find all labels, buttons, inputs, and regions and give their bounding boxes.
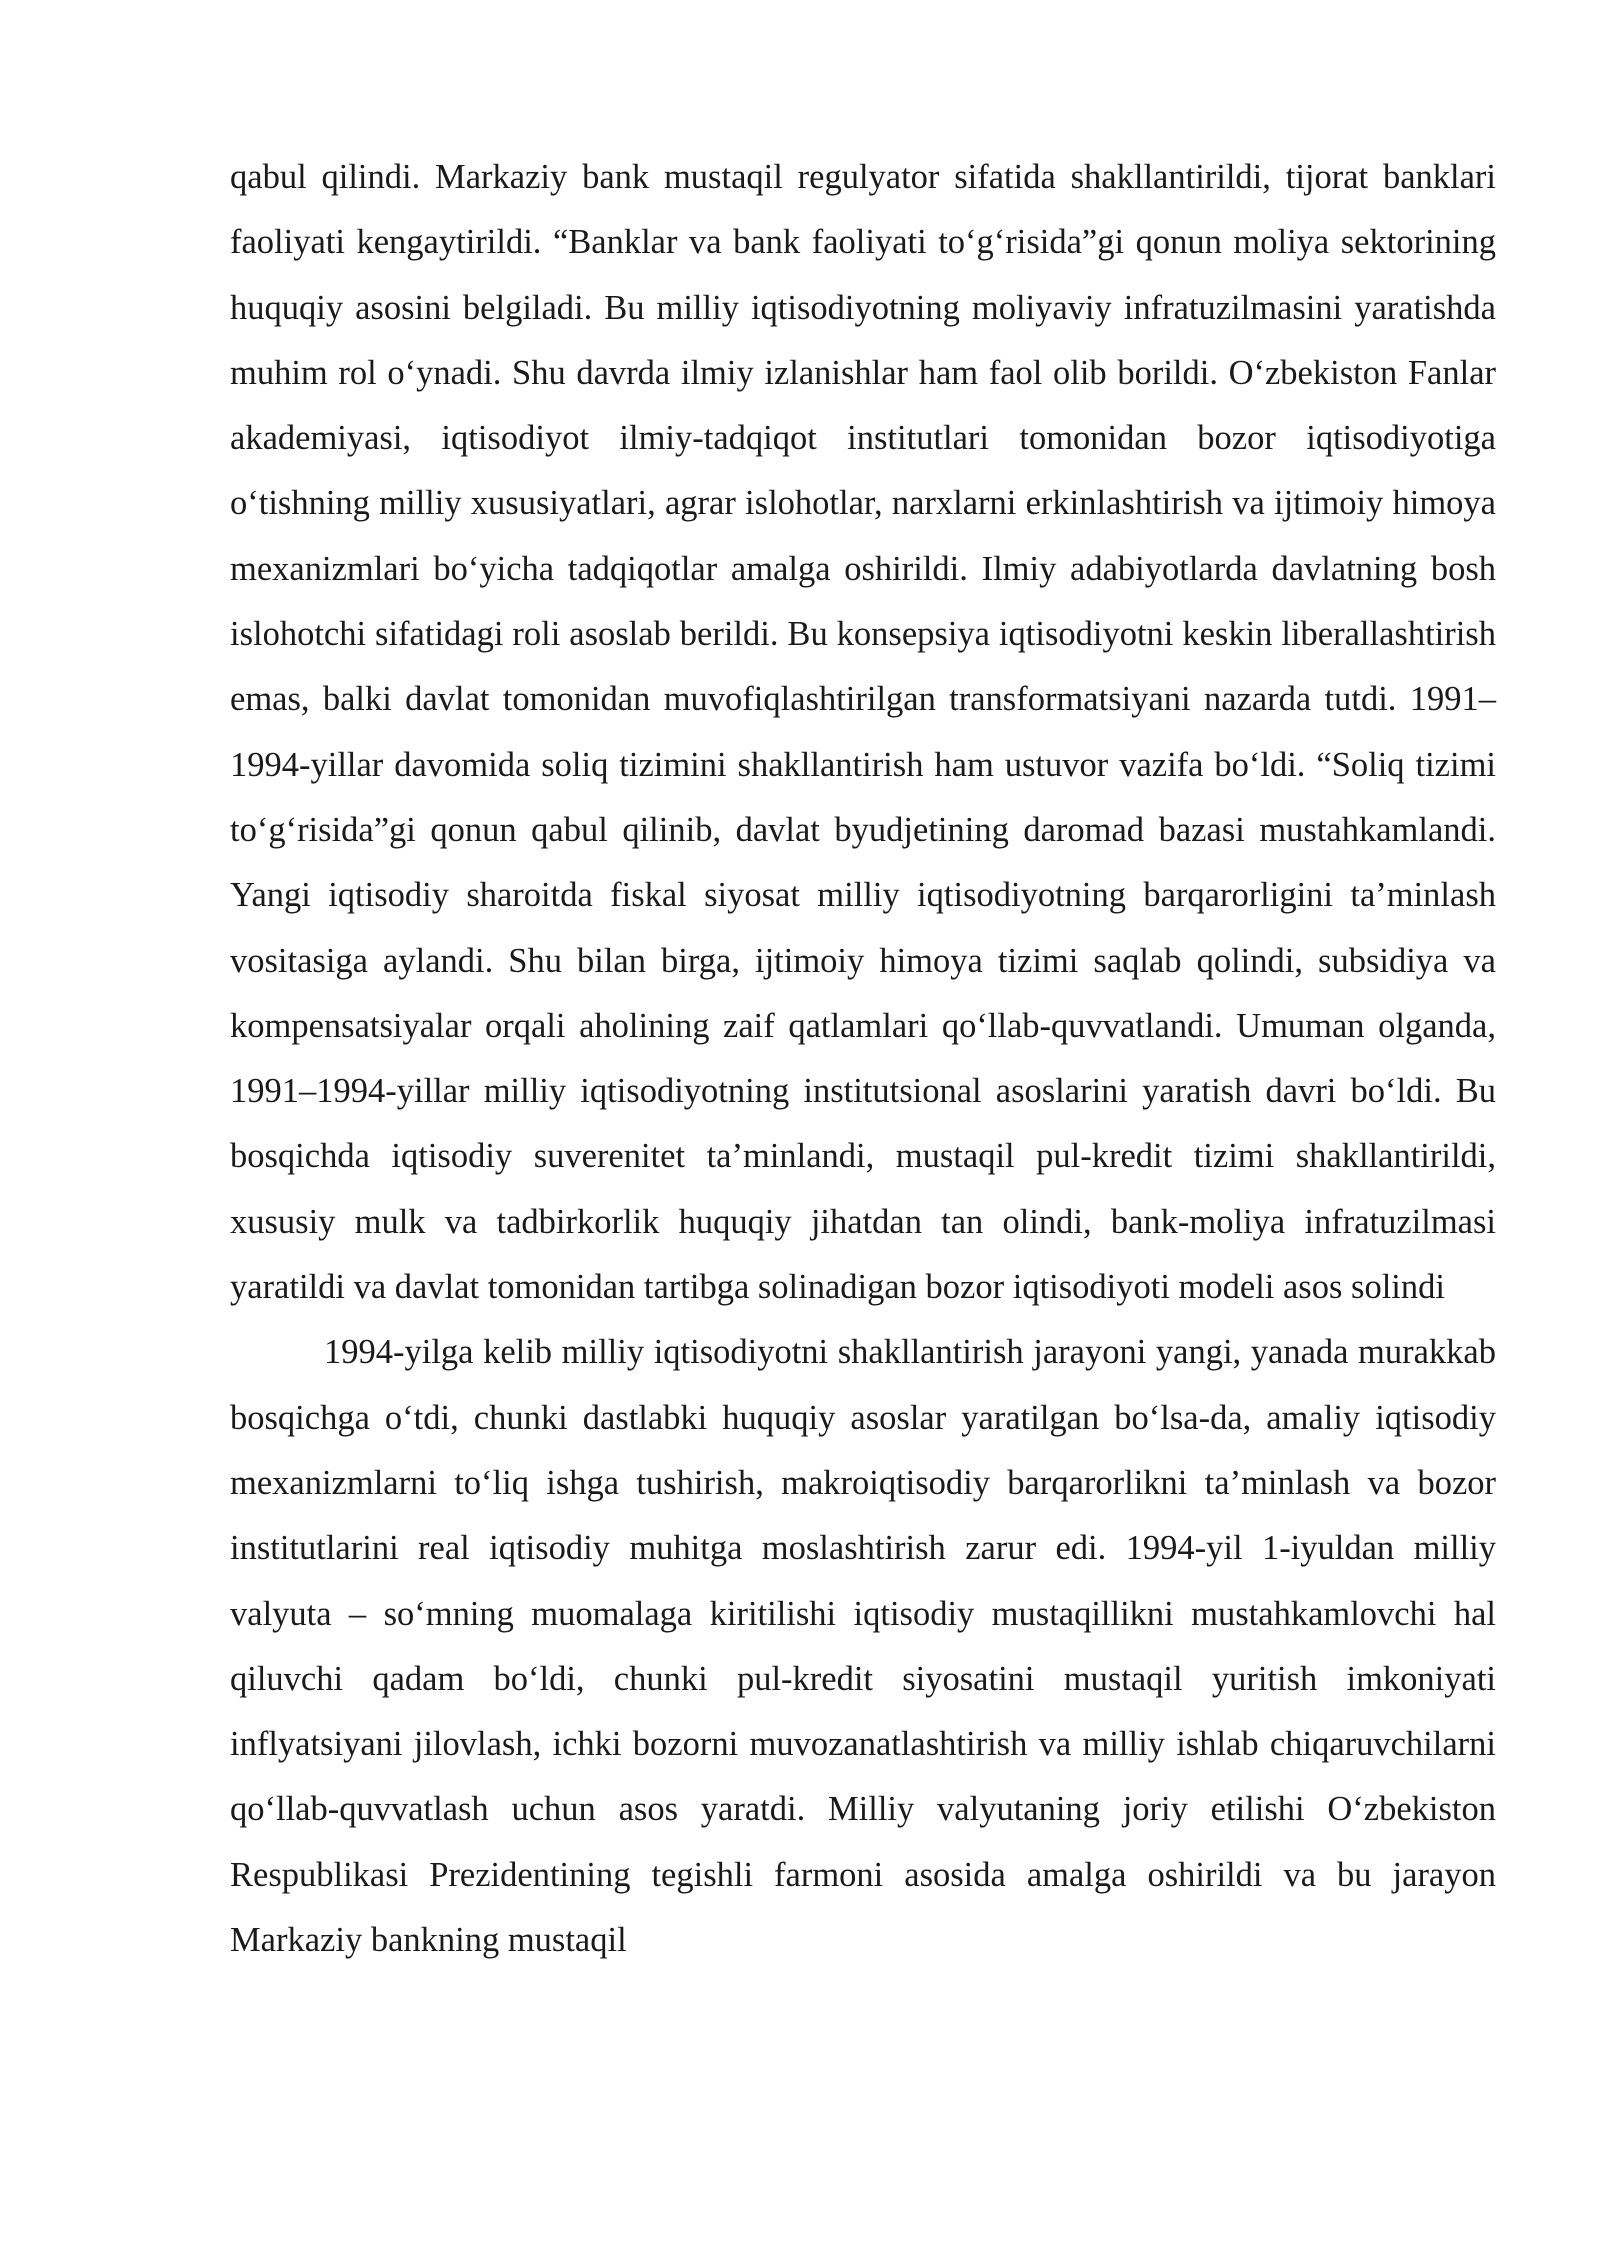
- paragraph-continuation: qabul qilindi. Markaziy bank mustaqil regulyator sifatida shakllantirildi, tijorat banklari faoliyati kengaytirildi. “Banklar va bank faoliyati to‘g‘risida”gi qonun moliya sektorining huquqiy asosini belgiladi. Bu milliy iqtisodiyotning moliyaviy infratuzilmasini yaratishda muhim rol o‘ynadi. Shu davrda ilmiy izlanishlar ham faol olib borildi. O‘zbekiston Fanlar akademiyasi, iqtisodiyot ilmiy-tadqiqot institutlari tomonidan bozor iqtisodiyotiga o‘tishning milliy xususiyatlari, agrar islohotlar, narxlarni erkinlashtirish va ijtimoiy himoya mexanizmlari bo‘yicha tadqiqotlar amalga oshirildi. Ilmiy adabiyotlarda davlatning bosh islohotchi sifatidagi roli asoslab berildi. Bu konsepsiya iqtisodiyotni keskin liberallashtirish emas, balki davlat tomonidan muvofiqlashtirilgan transformatsiyani nazarda tutdi. 1991–1994-yillar davomida soliq tizimini shakllantirish ham ustuvor vazifa bo‘ldi. “Soliq tizimi to‘g‘risida”gi qonun qabul qilinib, davlat byudjetining daromad bazasi mustahkamlandi. Yangi iqtisodiy sharoitda fiskal siyosat milliy iqtisodiyotning barqarorligini ta’minlash vositasiga aylandi. Shu bilan birga, ijtimoiy himoya tizimi saqlab qolindi, subsidiya va kompensatsiyalar orqali aholining zaif qatlamlari qo‘llab-quvvatlandi. Umuman olganda, 1991–1994-yillar milliy iqtisodiyotning institutsional asoslarini yaratish davri bo‘ldi. Bu bosqichda iqtisodiy suverenitet ta’minlandi, mustaqil pul-kredit tizimi shakllantirildi, xususiy mulk va tadbirkorlik huquqiy jihatdan tan olindi, bank-moliya infratuzilmasi yaratildi va davlat tomonidan tartibga solinadigan bozor iqtisodiyoti modeli asos solindi: [230, 158, 1496, 1307]
- document-body: [230, 145, 1496, 1973]
- paragraph-1994: 1994-yilga kelib milliy iqtisodiyotni shakllantirish jarayoni yangi, yanada murakkab bosqichga o‘tdi, chunki dastlabki huquqiy asoslar yaratilgan bo‘lsa-da, amaliy iqtisodiy mexanizmlarni to‘liq ishga tushirish, makroiqtisodiy barqarorlikni ta’minlash va bozor institutlarini real iqtisodiy muhitga moslashtirish zarur edi. 1994-yil 1-iyuldan milliy valyuta – so‘mning muomalaga kiritilishi iqtisodiy mustaqillikni mustahkamlovchi hal qiluvchi qadam bo‘ldi, chunki pul-kredit siyosatini mustaqil yuritish imkoniyati inflyatsiyani jilovlash, ichki bozorni muvozanatlashtirish va milliy ishlab chiqaruvchilarni qo‘llab-quvvatlash uchun asos yaratdi. Milliy valyutaning joriy etilishi O‘zbekiston Respublikasi Prezidentining tegishli farmoni asosida amalga oshirildi va bu jarayon Markaziy bankning mustaqil: [230, 1333, 1496, 1960]
